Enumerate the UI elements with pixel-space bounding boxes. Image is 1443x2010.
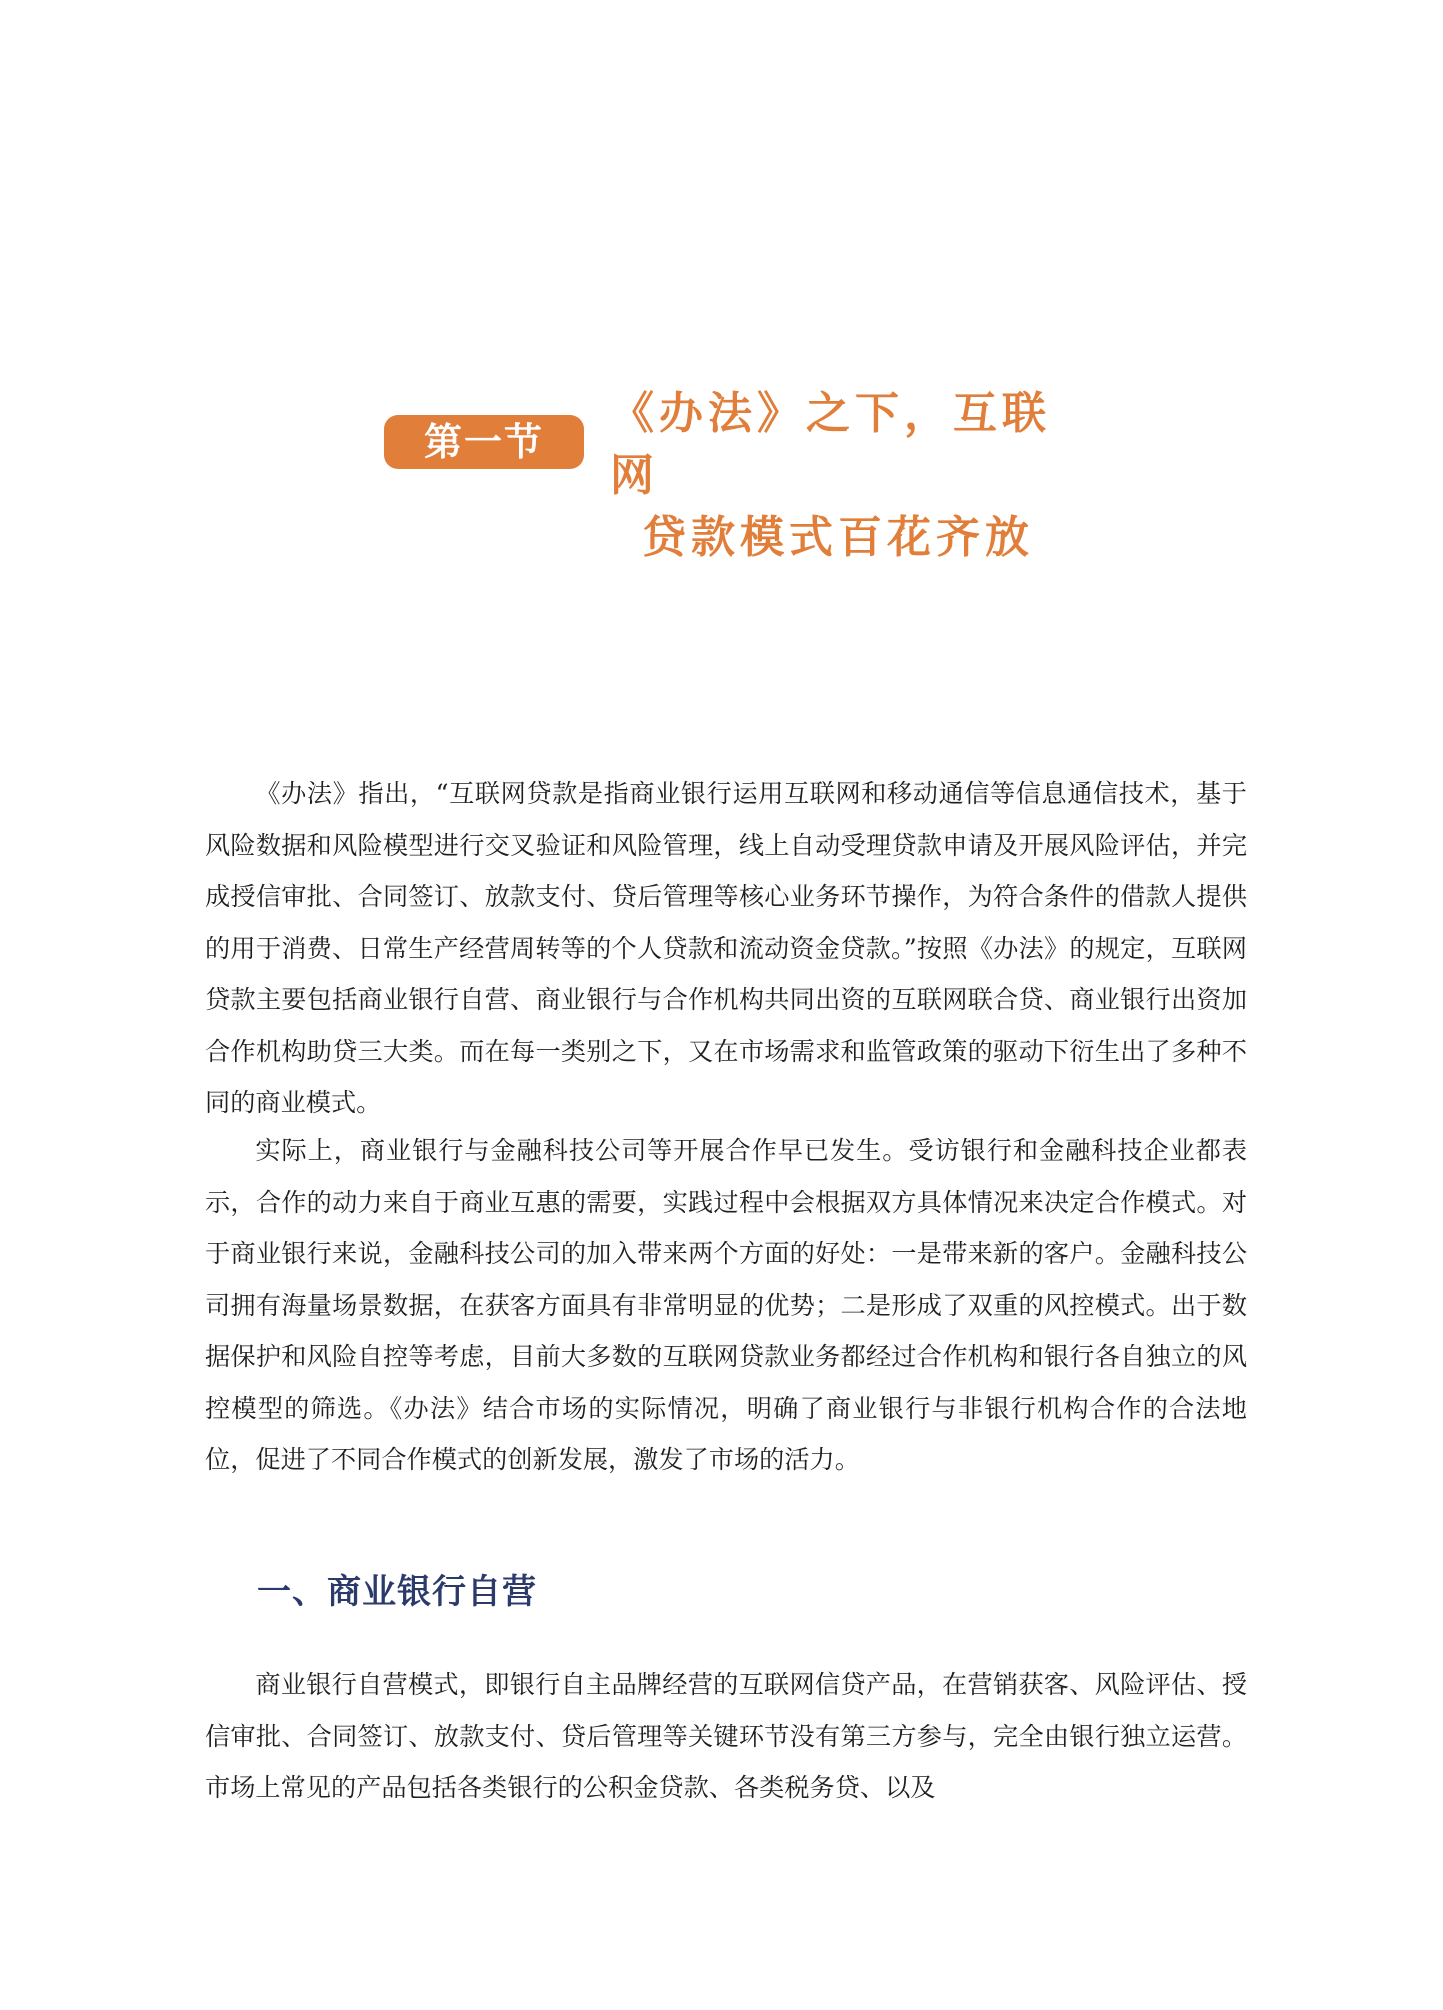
subheading-self-operated: 一、商业银行自营 [257,1572,537,1612]
section-title-line2: 贷款模式百花齐放 [642,512,1034,563]
body-paragraph-3: 商业银行自营模式，即银行自主品牌经营的互联网信贷产品，在营销获客、风险评估、授信审批、合同签订、放款支付、贷后管理等关键环节没有第三方参与，完全由银行独立运营。市场上常见的产品包括各类银行的公积金贷款、各类税务贷、以及 [205,1670,1247,1802]
section-title [610,383,1084,569]
section-header [384,383,1084,563]
section-title-line1: 《办法》之下，互联网 [610,388,1051,501]
section-number-badge: 第一节 [384,415,584,469]
body-paragraph-1: 《办法》指出，“互联网贷款是指商业银行运用互联网和移动通信等信息通信技术，基于风险数据和风险模型进行交叉验证和风险管理，线上自动受理贷款申请及开展风险评估，并完成授信审批、合同签订、放款支付、贷后管理等核心业务环节操作，为符合条件的借款人提供的用于消费、日常生产经营周转等的个人贷款和流动资金贷款。”按照《办法》的规定，互联网贷款主要包括商业银行自营、商业银行与合作机构共同出资的互联网联合贷、商业银行出资加合作机构助贷三大类。而在每一类别之下，又在市场需求和监管政策的驱动下衍生出了多种不同的商业模式。 [205,779,1247,1117]
body-paragraph-2: 实际上，商业银行与金融科技公司等开展合作早已发生。受访银行和金融科技企业都表示，合作的动力来自于商业互惠的需要，实践过程中会根据双方具体情况来决定合作模式。对于商业银行来说，金融科技公司的加入带来两个方面的好处：一是带来新的客户。金融科技公司拥有海量场景数据，在获客方面具有非常明显的优势；二是形成了双重的风控模式。出于数据保护和风险自控等考虑，目前大多数的互联网贷款业务都经过合作机构和银行各自独立的风控模型的筛选。《办法》结合市场的实际情况，明确了商业银行与非银行机构合作的合法地位，促进了不同合作模式的创新发展，激发了市场的活力。 [205,1136,1247,1474]
